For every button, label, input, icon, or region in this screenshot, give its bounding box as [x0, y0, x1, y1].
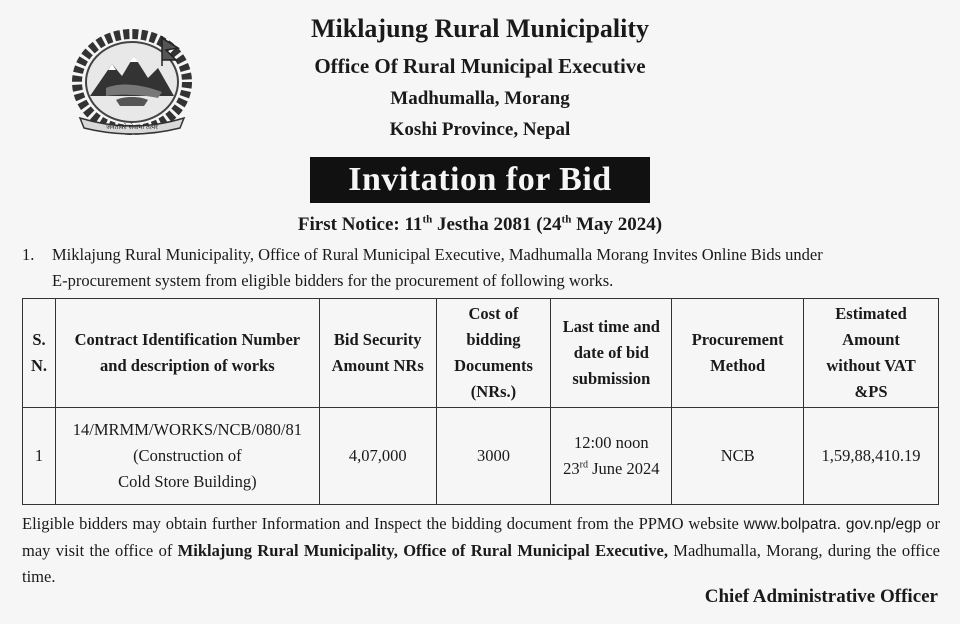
cell-bid-security: 4,07,000 — [319, 408, 436, 505]
cell-method: NCB — [672, 408, 804, 505]
table-row — [23, 408, 939, 505]
header-method: Procurement Method — [672, 299, 804, 408]
office-name: Office Of Rural Municipal Executive — [314, 54, 646, 78]
office-location: Madhumalla, Morang — [390, 88, 570, 109]
header-cost: Cost of bidding Documents (NRs.) — [436, 299, 551, 408]
intro-paragraph: 1. Miklajung Rural Municipality, Office of Rural Municipal Executive, Madhumalla Morang Invites Online Bids under E-procurement system from eligible bidders for the procurement of following works. — [22, 242, 940, 294]
header-sn: S. N. — [23, 299, 56, 408]
cell-estimate: 1,59,88,410.19 — [804, 408, 939, 505]
cell-contract: 14/MRMM/WORKS/NCB/080/81 (Construction of Cold Store Building) — [55, 408, 319, 505]
header-estimate: Estimated Amount without VAT &PS — [804, 299, 939, 408]
ppmo-link[interactable]: www.bolpatra. — [743, 516, 841, 533]
invitation-banner: Invitation for Bid — [310, 157, 650, 203]
header-bid-security: Bid Security Amount NRs — [319, 299, 436, 408]
municipality-name: Miklajung Rural Municipality — [310, 14, 650, 43]
footer-paragraph: Eligible bidders may obtain further Information and Inspect the bidding document from the PPMO website www.bolpatra. gov.np/egp or may visit the office of Miklajung Rural Municipality, Office of Rural Municipal Executive, Madhumalla, Morang, during the office time. — [22, 514, 941, 586]
province-country: Koshi Province, Nepal — [389, 119, 571, 140]
item-number: 1. — [22, 245, 35, 264]
cell-cost: 3000 — [436, 408, 551, 505]
table-header-row — [23, 299, 939, 408]
header-contract: Contract Identification Number and description of works — [55, 299, 319, 408]
header-last-time: Last time and date of bid submission — [551, 299, 672, 408]
cell-last-time: 12:00 noon 23rd June 2024 — [551, 408, 672, 505]
first-notice: First Notice: 11th Jestha 2081 (24th May 2024) — [297, 213, 663, 235]
cell-sn: 1 — [23, 408, 56, 505]
ppmo-link-cont[interactable]: gov.np/egp — [845, 516, 922, 533]
signatory-title: Chief Administrative Officer — [704, 586, 938, 607]
svg-text:जनताको सेवामा तत्पर: जनताको सेवामा तत्पर — [106, 123, 158, 131]
bid-table — [22, 298, 939, 505]
